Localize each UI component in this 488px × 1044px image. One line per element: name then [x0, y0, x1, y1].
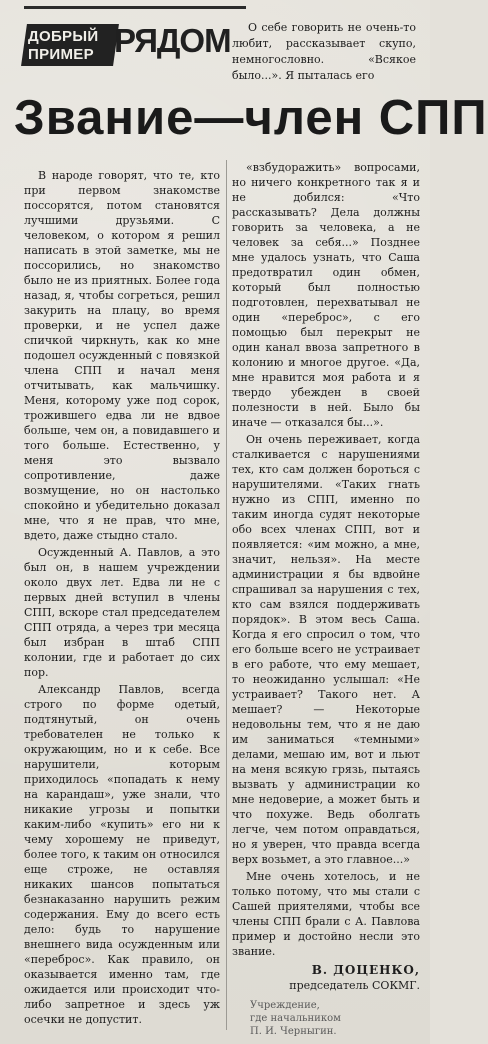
right-column [232, 160, 420, 1038]
paragraph: Александр Павлов, всегда строго по форме одетый, подтянутый, он очень требователен не только к окружающим, но и к себе. Все нарушители, которым приходилось «попадать к нему на карандаш», уже знали, что никакие угрозы и попытки каким-либо «купить» его ни к чему хорошему не приведут, более того, к таким он относился еще строже, не оставляя никаких шансов попытаться безнаказанно нарушить режим содержания. Ему до всего есть дело: будь то нарушение внешнего вида осужденным или «переброс». Как правило, он оказывается именно там, где ожидается или происходит что-либо запретное и здесь уж осечки не допустит. [24, 683, 220, 1026]
rubric-big: РЯДОМ [114, 22, 231, 59]
signature [232, 963, 420, 993]
top-rule [24, 6, 246, 9]
footnote-line: Учреждение, [250, 1000, 320, 1011]
rubric-line2: ПРИМЕР [28, 46, 94, 63]
headline: Звание—член СПП [14, 91, 488, 145]
footnote-line: где начальником [250, 1013, 341, 1024]
paragraph: Осужденный А. Павлов, а это был он, в нашем учреждении около двух лет. Едва ли не с первых дней вступил в члены СПП, вскоре стал председателем СПП отряда, а через три месяца был избран в штаб СПП колонии, где и работает до сих пор. [24, 546, 220, 679]
paragraph: Он очень переживает, когда сталкивается с нарушениями тех, кто сам должен бороться с нарушителями. «Таких гнать нужно из СПП, именно по таким иногда судят некоторые обо всех членах СПП, вот и появляется: «им можно, а мне, значит, нельзя». На месте администрации я бы вдвойне спрашивал за нарушения с тех, кто сам взялся поддерживать порядок». В этом весь Саша. Когда я его спросил о том, что его больше всего не устраивает в его работе, что ему мешает, то неожиданно услышал: «Не устраивает? Такого нет. А мешает? — Некоторые недовольны тем, что я не даю им заниматься «темными» делами, мешаю им, вот и льют на меня всякую грязь, пытаясь вызвать у администрации ко мне недоверие, а может быть и что похуже. Ведь оболгать легче, чем потом оправдаться, но я уверен, что правда всегда верх возьмет, а это главное...» [232, 433, 420, 866]
left-column [24, 168, 220, 1029]
author-position: председатель СОКМГ. [289, 979, 420, 992]
author-name: В. ДОЦЕНКО, [311, 963, 420, 977]
rubric-badge [22, 18, 231, 74]
paragraph: В народе говорят, что те, кто при первом знакомстве поссорятся, потом становятся лучшими друзьями. С человеком, о котором я решил написать в этой заметке, мы не поссорились, но знакомство было не из приятных. Более года назад, я, чтобы согреться, решил закурить на плацу, во время проверки, и не успел даже спичкой чиркнуть, как ко мне подошел осужденный с повязкой члена СПП и начал меня отчитывать, как мальчишку. Меня, которому уже под сорок, трожившего едва ли не вдвое больше, чем он, а повидавшего и того больше. Естественно, у меня это вызвало сопротивление, даже возмущение, но он настолько спокойно и убедительно доказал мне, что я не прав, что мне, вдето, даже стыдно стало. [24, 169, 220, 542]
intro-text: О себе говорить не очень-то любит, рассказывает скупо, немногословно. «Всякое было...». Я пыталась его [232, 21, 416, 82]
rubric-line1: ДОБРЫЙ [28, 28, 99, 45]
paragraph: Мне очень хотелось, и не только потому, что мы стали с Сашей приятелями, чтобы все члены СПП брали с А. Павлова пример и достойно несли это звание. [232, 870, 420, 958]
column-divider [226, 160, 227, 1030]
footnote [232, 999, 420, 1038]
paragraph: «взбудоражить» вопросами, но ничего конкретного так я и не добился: «Что рассказывать? Дела должны говорить за человека, а не человек за себя...» Позднее мне удалось узнать, что Саша предотвратил один обмен, который был полностью подготовлен, перехватывал не один «переброс», с его помощью был перекрыт не один канал ввоза запретного в колонию и многое другое. «Да, мне нравится моя работа и я твердо убежден в своей полезности в ней. Было бы иначе — отказался бы...». [232, 161, 420, 429]
footnote-line: П. И. Черныгин. [250, 1026, 337, 1037]
